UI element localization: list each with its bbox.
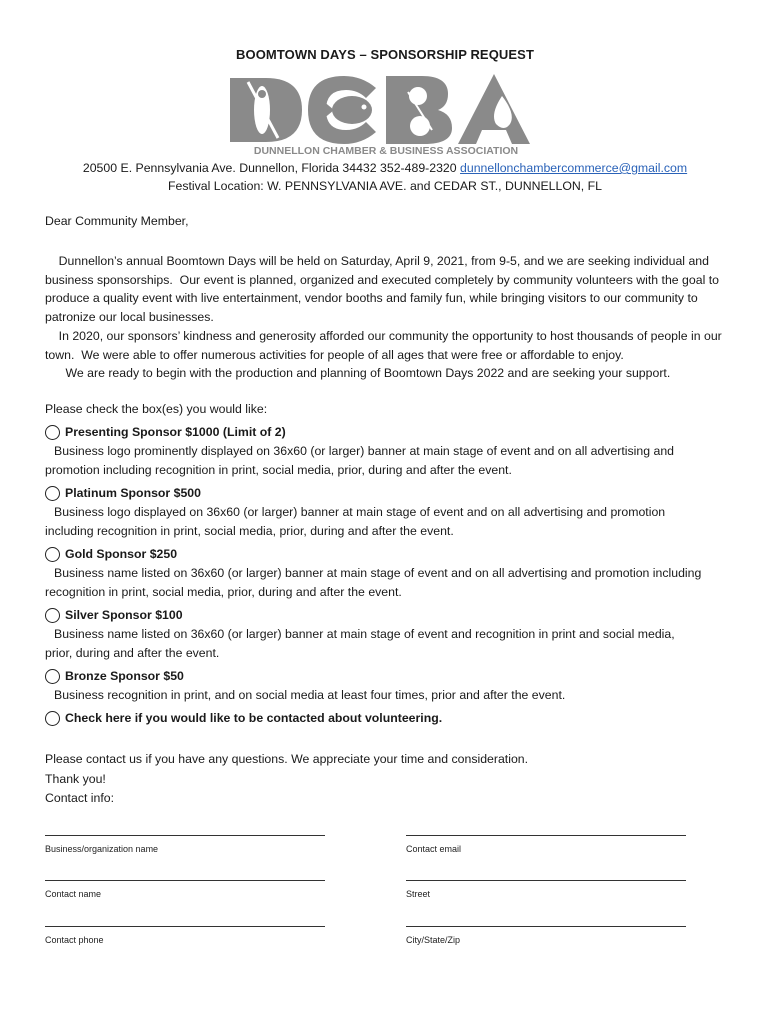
gold-sponsor-radio[interactable]: [45, 547, 60, 562]
closing-line: Contact info:: [45, 791, 115, 805]
closing-line: Thank you!: [45, 771, 106, 786]
closing: [45, 750, 528, 809]
option-title: Gold Sponsor $250: [65, 547, 178, 561]
option-bronze: [45, 666, 735, 705]
field-label: Contact email: [406, 844, 462, 854]
letter-paragraph: Dunnellon’s annual Boomtown Days will be held on Saturday, April 9, 2021, from 9-5, and we are seeking individual and business sponsorships. Our event is planned, organized and executed completely by community volunteers with the goal to produce a quality event with live entertainment, vendor booths and family fun, while bringing visitors to our community to patronize our local businesses.: [45, 254, 723, 325]
bronze-sponsor-radio[interactable]: [45, 669, 60, 684]
option-gold: [45, 544, 735, 602]
option-description: Business logo prominently displayed on 36x60 (or larger) banner at main stage of event and on all advertising and promotion including recognition in print, social media, prior, during and after the event.: [45, 444, 675, 477]
sponsorship-options: [45, 422, 735, 731]
contact-email-field[interactable]: [406, 835, 686, 854]
option-title: Platinum Sponsor $500: [65, 486, 201, 500]
address-line: [0, 161, 770, 175]
contact-name-field[interactable]: [45, 880, 325, 899]
presenting-sponsor-radio[interactable]: [45, 425, 60, 440]
logo-caption: DUNNELLON CHAMBER & BUSINESS ASSOCIATION: [253, 145, 519, 157]
greeting: Dear Community Member,: [45, 214, 189, 228]
page-title: BOOMTOWN DAYS – SPONSORSHIP REQUEST: [236, 47, 534, 62]
festival-location: Festival Location: W. PENNSYLVANIA AVE. and CEDAR ST., DUNNELLON, FL: [168, 179, 602, 193]
letter-paragraph: We are ready to begin with the production and planning of Boomtown Days 2022 and are seeking your support.: [45, 366, 671, 381]
option-description: Business logo displayed on 36x60 (or larger) banner at main stage of event and on all advertising and promotion including recognition in print, social media, prior, during and after the event.: [45, 505, 666, 538]
business-name-field[interactable]: [45, 835, 325, 854]
option-title: Silver Sponsor $100: [65, 608, 183, 622]
option-platinum: [45, 483, 735, 541]
field-label: Contact phone: [45, 935, 104, 945]
volunteer-radio[interactable]: [45, 711, 60, 726]
option-description: Business name listed on 36x60 (or larger) banner at main stage of event and on all advertising and promotion including recognition in print, social media, prior, during and after the event.: [45, 566, 702, 599]
field-label: City/State/Zip: [406, 935, 461, 945]
option-description: Business recognition in print, and on social media at least four times, prior and after the event.: [54, 688, 566, 702]
address-text: 20500 E. Pennsylvania Ave. Dunnellon, Florida 34432 352-489-2320: [82, 161, 457, 175]
option-presenting: [45, 422, 735, 480]
option-title: Presenting Sponsor $1000 (Limit of 2): [65, 425, 286, 439]
option-silver: [45, 605, 735, 663]
option-title: Check here if you would like to be contacted about volunteering.: [65, 711, 443, 725]
field-label: Street: [406, 889, 431, 899]
field-label: Business/organization name: [45, 844, 159, 854]
platinum-sponsor-radio[interactable]: [45, 486, 60, 501]
letter-paragraph: In 2020, our sponsors’ kindness and generosity afforded our community the opportunity to host thousands of people in our town. We were able to offer numerous activities for people of all ages that were free or affordable to enjoy.: [45, 328, 726, 362]
street-field[interactable]: [406, 880, 686, 899]
option-description: Business name listed on 36x60 (or larger) banner at main stage of event and recognition in print and social media, prior, during and after the event.: [45, 627, 675, 660]
city-state-zip-field[interactable]: [406, 926, 686, 945]
option-volunteer: [45, 708, 735, 728]
dcba-logo: [226, 70, 546, 158]
letter-body: [45, 252, 735, 383]
silver-sponsor-radio[interactable]: [45, 608, 60, 623]
option-title: Bronze Sponsor $50: [65, 669, 184, 683]
check-prompt: Please check the box(es) you would like:: [45, 402, 268, 416]
closing-line: Please contact us if you have any questions. We appreciate your time and consideration.: [45, 752, 529, 766]
field-label: Contact name: [45, 889, 102, 899]
email-link[interactable]: dunnellonchambercommerce@gmail.com: [460, 161, 688, 175]
contact-phone-field[interactable]: [45, 926, 325, 945]
